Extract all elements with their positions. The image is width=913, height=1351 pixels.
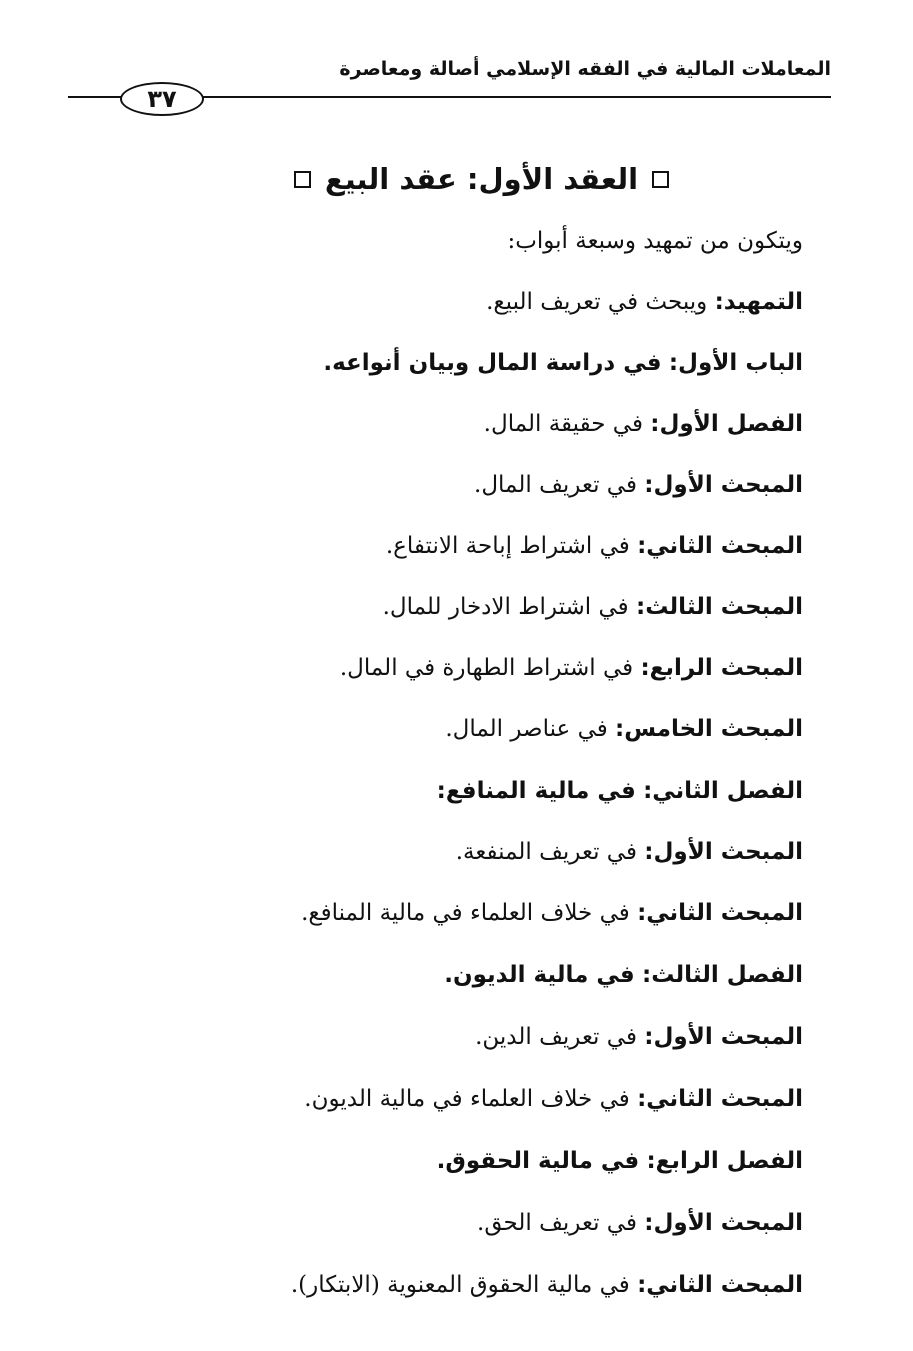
toc-label: المبحث الرابع:: [640, 655, 803, 681]
toc-text: ويبحث في تعريف البيع.: [486, 289, 708, 315]
toc-text: في مالية الديون.: [444, 962, 635, 988]
toc-line: [323, 348, 803, 378]
toc-line: [444, 960, 803, 990]
toc-label: الفصل الثالث:: [642, 962, 803, 988]
toc-line: [456, 837, 803, 867]
toc-label: المبحث الخامس:: [615, 716, 803, 742]
toc-text: في حقيقة المال.: [483, 411, 643, 437]
section-heading: [0, 162, 913, 196]
toc-line: [445, 714, 803, 744]
square-bullet-icon: [294, 171, 311, 188]
running-header-title: المعاملات المالية في الفقه الإسلامي أصالة ومعاصرة: [339, 58, 831, 80]
toc-label: الفصل الأول:: [650, 411, 803, 437]
toc-text: في اشتراط الطهارة في المال.: [339, 655, 634, 681]
toc-text: في خلاف العلماء في مالية المنافع.: [301, 900, 630, 926]
toc-label: المبحث الأول:: [644, 1210, 803, 1236]
toc-label: التمهيد:: [714, 289, 803, 315]
toc-line: [484, 409, 803, 439]
toc-line: [301, 898, 803, 928]
toc-label: المبحث الأول:: [644, 1024, 803, 1050]
toc-line: [304, 1084, 803, 1114]
toc-label: المبحث الثالث:: [636, 594, 803, 620]
toc-text: في اشتراط إباحة الانتفاع.: [385, 533, 630, 559]
toc-line: [291, 1270, 803, 1300]
square-bullet-icon: [652, 171, 669, 188]
section-heading-text: العقد الأول: عقد البيع: [324, 162, 639, 196]
toc-label: المبحث الأول:: [644, 472, 803, 498]
toc-line: [437, 776, 803, 806]
toc-text: في اشتراط الادخار للمال.: [382, 594, 629, 620]
toc-line: [475, 1022, 803, 1052]
toc-label: المبحث الثاني:: [637, 1086, 803, 1112]
toc-line: [383, 592, 803, 622]
toc-label: الفصل الرابع:: [646, 1148, 803, 1174]
toc-label: المبحث الأول:: [644, 839, 803, 865]
intro-line: [507, 226, 803, 256]
toc-text: في عناصر المال.: [445, 716, 608, 742]
toc-label: الباب الأول:: [668, 350, 803, 376]
toc-text: في خلاف العلماء في مالية الديون.: [304, 1086, 630, 1112]
toc-text: في مالية المنافع:: [436, 778, 636, 804]
toc-label: المبحث الثاني:: [637, 533, 803, 559]
toc-line: [486, 287, 803, 317]
intro-text: ويتكون من تمهيد وسبعة أبواب:: [507, 228, 803, 254]
toc-text: في دراسة المال وبيان أنواعه.: [323, 350, 662, 376]
toc-text: في تعريف الحق.: [477, 1210, 637, 1236]
toc-text: في تعريف الدين.: [475, 1024, 637, 1050]
toc-label: المبحث الثاني:: [637, 1272, 803, 1298]
toc-text: في مالية الحقوق.: [436, 1148, 640, 1174]
page-number-badge: ٣٧: [120, 82, 204, 116]
toc-line: [437, 1146, 803, 1176]
toc-line: [340, 653, 803, 683]
toc-label: المبحث الثاني:: [637, 900, 803, 926]
toc-line: [386, 531, 803, 561]
toc-text: في تعريف المال.: [474, 472, 637, 498]
toc-line: [477, 1208, 803, 1238]
toc-label: الفصل الثاني:: [643, 778, 803, 804]
toc-line: [474, 470, 803, 500]
toc-text: في تعريف المنفعة.: [455, 839, 637, 865]
toc-text: في مالية الحقوق المعنوية (الابتكار).: [290, 1272, 630, 1298]
